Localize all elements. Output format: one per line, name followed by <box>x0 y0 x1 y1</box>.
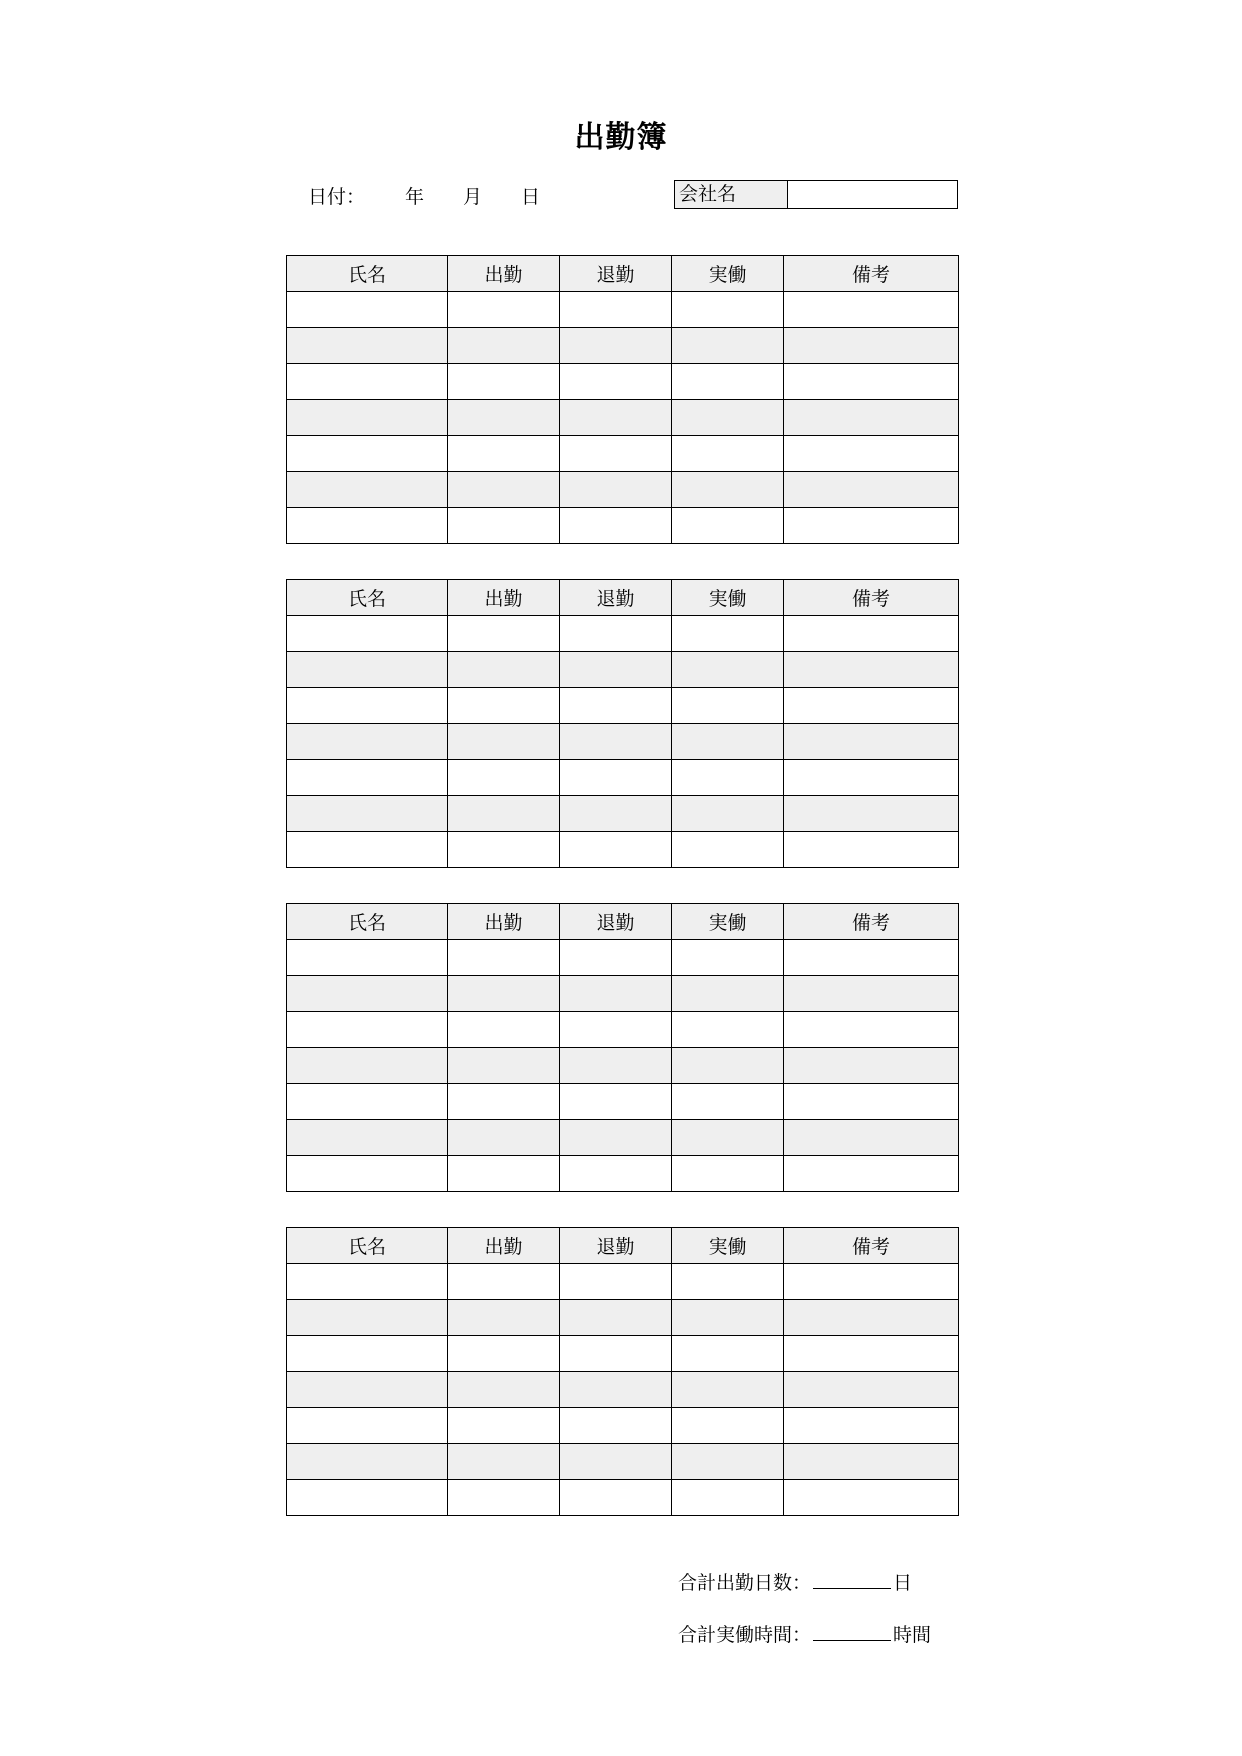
table-cell[interactable] <box>287 508 448 544</box>
attendance-table <box>286 903 959 1192</box>
total-days-line <box>678 1568 912 1595</box>
table-cell[interactable] <box>560 328 672 364</box>
attendance-table <box>286 255 959 544</box>
column-header: 氏名 <box>287 1228 448 1264</box>
column-header: 備考 <box>784 256 959 292</box>
table-cell[interactable] <box>448 1120 560 1156</box>
table-cell[interactable] <box>784 616 959 652</box>
total-hours-unit: 時間 <box>893 1624 932 1646</box>
table-cell[interactable] <box>784 1408 959 1444</box>
table-cell[interactable] <box>560 652 672 688</box>
table-cell[interactable] <box>448 688 560 724</box>
table-row <box>287 1048 959 1084</box>
table-cell[interactable] <box>448 472 560 508</box>
table-cell[interactable] <box>560 508 672 544</box>
table-cell[interactable] <box>672 1300 784 1336</box>
table-cell[interactable] <box>784 1084 959 1120</box>
table-row <box>287 1480 959 1516</box>
table-cell[interactable] <box>560 976 672 1012</box>
table-cell[interactable] <box>560 1048 672 1084</box>
table-cell[interactable] <box>448 1300 560 1336</box>
table-cell[interactable] <box>448 328 560 364</box>
column-header: 出勤 <box>448 1228 560 1264</box>
attendance-table <box>286 1227 959 1516</box>
table-header-row <box>287 904 959 940</box>
table-cell[interactable] <box>784 328 959 364</box>
table-cell[interactable] <box>287 436 448 472</box>
table-cell[interactable] <box>784 1048 959 1084</box>
table-cell[interactable] <box>784 1120 959 1156</box>
table-cell[interactable] <box>560 832 672 868</box>
column-header: 出勤 <box>448 904 560 940</box>
table-cell[interactable] <box>287 760 448 796</box>
column-header: 氏名 <box>287 580 448 616</box>
table-cell[interactable] <box>560 400 672 436</box>
table-row <box>287 1300 959 1336</box>
table-cell[interactable] <box>448 400 560 436</box>
table-cell[interactable] <box>560 1336 672 1372</box>
table-cell[interactable] <box>784 1480 959 1516</box>
table-row <box>287 976 959 1012</box>
table-row <box>287 436 959 472</box>
table-row <box>287 652 959 688</box>
table-cell[interactable] <box>672 1120 784 1156</box>
table-cell[interactable] <box>287 1012 448 1048</box>
table-cell[interactable] <box>672 1444 784 1480</box>
table-cell[interactable] <box>448 508 560 544</box>
day-label: 日 <box>521 186 541 208</box>
table-cell[interactable] <box>672 400 784 436</box>
table-cell[interactable] <box>448 652 560 688</box>
table-cell[interactable] <box>672 472 784 508</box>
table-row <box>287 1012 959 1048</box>
table-cell[interactable] <box>448 1084 560 1120</box>
table-row <box>287 760 959 796</box>
table-row <box>287 400 959 436</box>
company-name-box <box>674 180 958 209</box>
table-cell[interactable] <box>287 616 448 652</box>
table-cell[interactable] <box>287 976 448 1012</box>
table-cell[interactable] <box>672 364 784 400</box>
table-cell[interactable] <box>672 1156 784 1192</box>
column-header: 実働 <box>672 1228 784 1264</box>
table-row <box>287 832 959 868</box>
table-row <box>287 616 959 652</box>
table-cell[interactable] <box>287 400 448 436</box>
table-cell[interactable] <box>784 1012 959 1048</box>
table-cell[interactable] <box>560 364 672 400</box>
table-cell[interactable] <box>448 1156 560 1192</box>
table-row <box>287 1444 959 1480</box>
table-cell[interactable] <box>560 472 672 508</box>
table-cell[interactable] <box>560 724 672 760</box>
table-cell[interactable] <box>287 940 448 976</box>
table-cell[interactable] <box>672 1408 784 1444</box>
table-row <box>287 1408 959 1444</box>
column-header: 氏名 <box>287 904 448 940</box>
table-cell[interactable] <box>672 436 784 472</box>
column-header: 備考 <box>784 904 959 940</box>
table-cell[interactable] <box>448 1264 560 1300</box>
column-header: 実働 <box>672 580 784 616</box>
table-cell[interactable] <box>560 1444 672 1480</box>
total-days-unit: 日 <box>893 1572 913 1594</box>
table-cell[interactable] <box>784 1156 959 1192</box>
table-cell[interactable] <box>448 796 560 832</box>
table-row <box>287 1372 959 1408</box>
table-cell[interactable] <box>672 1480 784 1516</box>
table-cell[interactable] <box>672 1372 784 1408</box>
table-row <box>287 472 959 508</box>
company-name-field[interactable] <box>788 181 957 208</box>
table-cell[interactable] <box>672 688 784 724</box>
table-cell[interactable] <box>784 1444 959 1480</box>
table-cell[interactable] <box>560 1372 672 1408</box>
table-cell[interactable] <box>287 364 448 400</box>
column-header: 氏名 <box>287 256 448 292</box>
table-cell[interactable] <box>560 1120 672 1156</box>
table-cell[interactable] <box>784 976 959 1012</box>
table-header-row <box>287 580 959 616</box>
table-cell[interactable] <box>560 616 672 652</box>
table-cell[interactable] <box>672 508 784 544</box>
table-cell[interactable] <box>287 688 448 724</box>
attendance-table <box>286 579 959 868</box>
table-cell[interactable] <box>448 436 560 472</box>
table-cell[interactable] <box>672 760 784 796</box>
table-row <box>287 1084 959 1120</box>
table-cell[interactable] <box>672 796 784 832</box>
table-cell[interactable] <box>287 1444 448 1480</box>
table-row <box>287 724 959 760</box>
table-cell[interactable] <box>287 1408 448 1444</box>
table-cell[interactable] <box>784 1300 959 1336</box>
table-cell[interactable] <box>448 1048 560 1084</box>
table-cell[interactable] <box>448 1444 560 1480</box>
column-header: 退勤 <box>560 904 672 940</box>
column-header: 備考 <box>784 1228 959 1264</box>
table-cell[interactable] <box>784 436 959 472</box>
table-cell[interactable] <box>448 616 560 652</box>
column-header: 実働 <box>672 256 784 292</box>
table-row <box>287 1336 959 1372</box>
table-cell[interactable] <box>448 1408 560 1444</box>
total-hours-label: 合計実働時間： <box>678 1624 812 1646</box>
table-row <box>287 688 959 724</box>
table-cell[interactable] <box>448 364 560 400</box>
table-row <box>287 292 959 328</box>
total-days-label: 合計出勤日数： <box>678 1572 812 1594</box>
table-cell[interactable] <box>287 1480 448 1516</box>
table-cell[interactable] <box>448 760 560 796</box>
column-header: 出勤 <box>448 256 560 292</box>
table-cell[interactable] <box>448 832 560 868</box>
column-header: 退勤 <box>560 580 672 616</box>
table-cell[interactable] <box>560 940 672 976</box>
table-cell[interactable] <box>784 472 959 508</box>
table-row <box>287 364 959 400</box>
table-cell[interactable] <box>672 724 784 760</box>
table-cell[interactable] <box>287 328 448 364</box>
table-cell[interactable] <box>560 1300 672 1336</box>
table-cell[interactable] <box>672 1084 784 1120</box>
table-cell[interactable] <box>448 724 560 760</box>
month-label: 月 <box>463 186 483 208</box>
table-row <box>287 1264 959 1300</box>
table-cell[interactable] <box>784 1336 959 1372</box>
table-cell[interactable] <box>560 292 672 328</box>
table-cell[interactable] <box>784 364 959 400</box>
table-cell[interactable] <box>560 1480 672 1516</box>
page-title: 出勤簿 <box>574 120 668 155</box>
column-header: 退勤 <box>560 1228 672 1264</box>
table-cell[interactable] <box>784 1372 959 1408</box>
table-row <box>287 796 959 832</box>
table-cell[interactable] <box>672 832 784 868</box>
table-cell[interactable] <box>784 796 959 832</box>
table-cell[interactable] <box>560 436 672 472</box>
column-header: 出勤 <box>448 580 560 616</box>
table-cell[interactable] <box>287 1084 448 1120</box>
table-header-row <box>287 1228 959 1264</box>
table-row <box>287 1120 959 1156</box>
table-cell[interactable] <box>287 1156 448 1192</box>
table-cell[interactable] <box>287 1048 448 1084</box>
company-name-label: 会社名 <box>675 181 788 208</box>
table-cell[interactable] <box>672 940 784 976</box>
table-cell[interactable] <box>672 292 784 328</box>
table-cell[interactable] <box>784 652 959 688</box>
table-cell[interactable] <box>560 760 672 796</box>
total-hours-line <box>678 1620 931 1647</box>
table-cell[interactable] <box>560 688 672 724</box>
year-label: 年 <box>405 186 425 208</box>
table-cell[interactable] <box>287 1120 448 1156</box>
column-header: 備考 <box>784 580 959 616</box>
table-cell[interactable] <box>784 400 959 436</box>
table-cell[interactable] <box>784 688 959 724</box>
table-cell[interactable] <box>672 1048 784 1084</box>
table-cell[interactable] <box>784 832 959 868</box>
table-cell[interactable] <box>560 1156 672 1192</box>
table-cell[interactable] <box>287 1264 448 1300</box>
table-cell[interactable] <box>448 1012 560 1048</box>
total-days-field[interactable] <box>813 1570 891 1589</box>
table-cell[interactable] <box>287 652 448 688</box>
table-cell[interactable] <box>784 508 959 544</box>
table-cell[interactable] <box>448 976 560 1012</box>
table-row <box>287 1156 959 1192</box>
table-cell[interactable] <box>287 724 448 760</box>
table-cell[interactable] <box>560 1084 672 1120</box>
table-cell[interactable] <box>672 1264 784 1300</box>
table-row <box>287 508 959 544</box>
table-cell[interactable] <box>287 1300 448 1336</box>
column-header: 退勤 <box>560 256 672 292</box>
table-cell[interactable] <box>672 652 784 688</box>
table-cell[interactable] <box>672 328 784 364</box>
table-row <box>287 940 959 976</box>
table-cell[interactable] <box>287 796 448 832</box>
table-cell[interactable] <box>560 796 672 832</box>
table-cell[interactable] <box>560 1264 672 1300</box>
table-cell[interactable] <box>287 472 448 508</box>
table-cell[interactable] <box>672 616 784 652</box>
table-cell[interactable] <box>784 760 959 796</box>
table-cell[interactable] <box>784 940 959 976</box>
table-cell[interactable] <box>448 1480 560 1516</box>
table-cell[interactable] <box>560 1408 672 1444</box>
column-header: 実働 <box>672 904 784 940</box>
table-cell[interactable] <box>287 832 448 868</box>
table-cell[interactable] <box>448 1372 560 1408</box>
table-cell[interactable] <box>672 976 784 1012</box>
total-hours-field[interactable] <box>813 1622 891 1641</box>
table-cell[interactable] <box>287 292 448 328</box>
date-label: 日付： <box>308 186 366 208</box>
table-cell[interactable] <box>448 292 560 328</box>
table-row <box>287 328 959 364</box>
table-cell[interactable] <box>672 1012 784 1048</box>
table-cell[interactable] <box>784 292 959 328</box>
table-cell[interactable] <box>448 1336 560 1372</box>
table-cell[interactable] <box>287 1372 448 1408</box>
table-cell[interactable] <box>672 1336 784 1372</box>
table-cell[interactable] <box>784 724 959 760</box>
table-cell[interactable] <box>560 1012 672 1048</box>
table-cell[interactable] <box>287 1336 448 1372</box>
table-cell[interactable] <box>784 1264 959 1300</box>
table-cell[interactable] <box>448 940 560 976</box>
table-header-row <box>287 256 959 292</box>
